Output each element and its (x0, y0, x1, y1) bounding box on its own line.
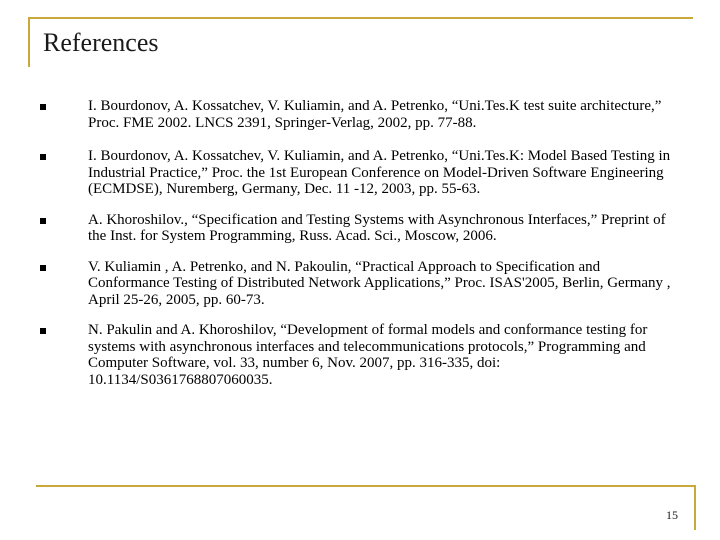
reference-item (40, 259, 680, 309)
reference-item (40, 322, 680, 388)
reference-text: N. Pakulin and A. Khoroshilov, “Development of formal models and conformance testing for systems with asynchronous interfaces and telecommunications protocols,” Programming and Computer Software, vol. 33, number 6, Nov. 2007, pp. 316-335, doi: 10.1134/S0361768807060035. (88, 322, 648, 388)
title-top-rule (28, 17, 693, 19)
reference-item (40, 98, 680, 131)
reference-text: A. Khoroshilov., “Specification and Testing Systems with Asynchronous Interfaces,” Preprint of the Inst. for System Programming, Russ. Acad. Sci., Moscow, 2006. (88, 211, 666, 244)
square-bullet-icon (40, 104, 46, 110)
reference-item (40, 212, 680, 245)
square-bullet-icon (40, 328, 46, 334)
reference-text: I. Bourdonov, A. Kossatchev, V. Kuliamin, and A. Petrenko, “Uni.Tes.K: Model Based Testing in Industrial Practice,” Proc. the 1st European Conference on Model-Driven Software Engineering (ECMDSE), Nuremberg, Germany, Dec. 11 -12, 2003, pp. 55-63. (88, 148, 671, 197)
page-number: 15 (666, 508, 678, 522)
reference-list (40, 98, 680, 388)
square-bullet-icon (40, 218, 46, 224)
reference-text: V. Kuliamin , A. Petrenko, and N. Pakoulin, “Practical Approach to Specification and Conformance Testing of Distributed Network Applications,” Proc. ISAS'2005, Berlin, Germany , April 25-26, 2005, pp. 60-73. (88, 258, 671, 308)
footer-right-rule (694, 485, 696, 530)
square-bullet-icon (40, 265, 46, 271)
title-left-rule (28, 17, 30, 67)
slide-title: References (43, 28, 159, 57)
reference-text: I. Bourdonov, A. Kossatchev, V. Kuliamin, and A. Petrenko, “Uni.Tes.K test suite architecture,” Proc. FME 2002. LNCS 2391, Springer-Verlag, 2002, pp. 77-88. (88, 98, 662, 131)
reference-item (40, 148, 680, 198)
footer-rule (36, 485, 696, 487)
square-bullet-icon (40, 154, 46, 160)
